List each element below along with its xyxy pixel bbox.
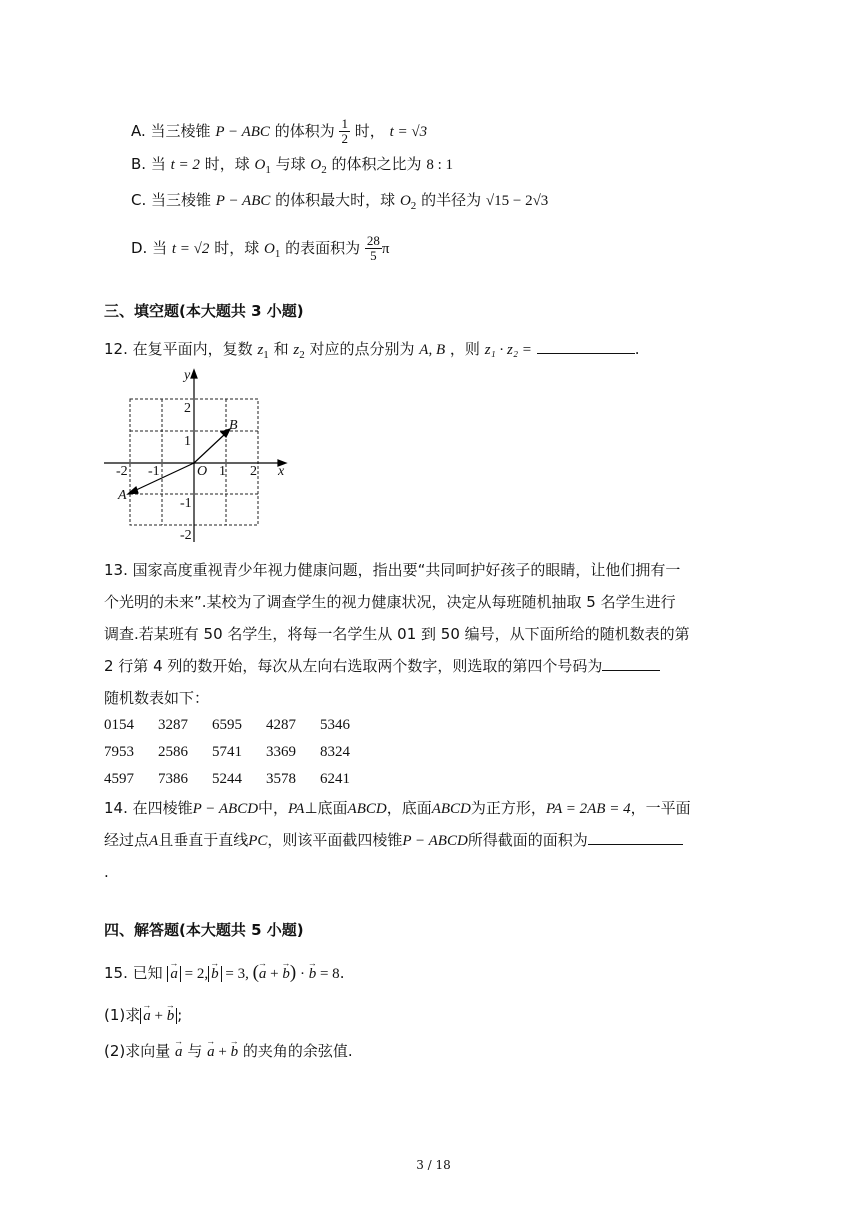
point-a-label: A [118,488,127,503]
q12-z1: $z_1$ [257,342,269,361]
q13-line-2: 个光明的未来”.某校为了调查学生的视力健康状况，决定从每班随机抽取 5 名学生进行 [104,593,676,611]
q13-line-4 [104,656,660,676]
page-number: 3 / 18 [416,1158,451,1172]
option-c-o2: $O_2$ [399,193,417,212]
option-d-o1: $O_1$ [263,241,281,260]
table-cell: 0154 [104,717,134,733]
table-cell: 4597 [104,771,134,787]
option-d-pi: π [381,241,390,257]
y-axis-arrow [191,370,197,378]
table-cell: 2586 [158,744,188,760]
option-b-o2: $O_2$ [310,157,327,176]
question-12: 12. 在复平面内，复数 $z_1$ 和 $z_2$ 对应的点分别为 A, B ，则 z₁ · z₂ = . [104,340,640,361]
x-tick-neg2: -2 [116,464,128,479]
random-number-table [104,712,374,793]
option-c-prefix: C. 当三棱锥 [131,191,212,209]
q14-equation: PA = 2AB = 4 [545,801,631,817]
option-a-fraction: $\frac{1}{2}$ [341,116,348,146]
x-tick-2: 2 [250,464,257,479]
q12-and: 和 [273,340,289,358]
table-cell: 5244 [212,771,242,787]
origin-label: O [197,464,208,479]
q12-z2: $z_2$ [293,342,305,361]
option-a-result: t = √3 [389,124,428,140]
option-c-suffix: 的半径为 [421,191,482,209]
option-a-mid: 的体积为 [274,122,335,140]
table-cell: 3287 [158,717,188,733]
option-b-o1: $O_1$ [254,157,271,176]
table-row [104,712,374,739]
section-3-heading: 三、填空题(本大题共 3 小题) [104,302,304,320]
q12-expr: z₁ · z₂ = [484,342,532,358]
option-b-prefix: B. 当 [131,155,166,173]
q14-pyramid: P − ABCD [192,801,259,817]
q15-statement: 15. 已知 → a = 2,→ b = 3, (→ a + → b) · → b = 8. [104,963,344,984]
q12-text3: ，则 [449,340,480,358]
q12-text1: 在复平面内，复数 [132,340,253,358]
option-b-mid2: 与球 [275,155,306,173]
option-d-cond: t = √2 [171,241,210,257]
q14-end: . [104,863,109,881]
y-tick-2: 2 [184,401,191,416]
option-a-pyramid: P − ABC [215,124,270,140]
table-cell: 6241 [320,771,350,787]
option-a-prefix: A. 当三棱锥 [131,122,211,140]
x-axis-label: x [278,464,285,479]
option-b-ratio: 8 : 1 [426,157,453,173]
q13-answer-blank [602,656,660,671]
option-a-mid2: 时， [354,122,385,140]
q13-line-1: 13. 国家高度重视青少年视力健康问题，指出要“共同呵护好孩子的眼睛，让他们拥有一 [104,561,681,579]
table-row [104,739,374,766]
q12-text2: 对应的点分别为 [309,340,415,358]
q12-number: 12. [104,340,128,358]
q12-answer-blank [537,339,635,354]
complex-plane-figure [100,366,300,546]
option-d-suffix: 的表面积为 [285,239,361,257]
table-cell: 7386 [158,771,188,787]
x-tick-neg1: -1 [148,464,160,479]
q12-points: A, B [419,342,446,358]
q14-line-1: 14. 在四棱锥P − ABCD中，PA⊥底面ABCD，底面ABCD为正方形，PA = 2AB = 4，一平面 [104,799,691,817]
table-cell: 6595 [212,717,242,733]
option-c-radius: √15 − 2√3 [485,193,549,209]
option-b-mid: 时，球 [204,155,250,173]
option-b [131,154,453,180]
table-cell: 8324 [320,744,350,760]
option-b-suffix: 的体积之比为 [331,155,422,173]
y-tick-1: 1 [184,434,191,449]
table-cell: 4287 [266,717,296,733]
option-c-mid: 的体积最大时，球 [275,191,396,209]
y-axis-label: y [184,368,191,383]
q15-part-1: (1)求→ a + → b ; [104,1005,182,1026]
q13-line-5: 随机数表如下： [104,689,210,707]
table-cell: 5346 [320,717,350,733]
option-b-cond: t = 2 [170,157,200,173]
point-b-label: B [229,418,238,433]
option-c [131,190,548,216]
table-row [104,766,374,793]
table-cell: 3578 [266,771,296,787]
option-d-mid: 时，球 [214,239,260,257]
option-c-pyramid: P − ABC [215,193,271,209]
table-cell: 5741 [212,744,242,760]
table-cell: 3369 [266,744,296,760]
option-d [131,234,389,264]
x-tick-1: 1 [219,464,226,479]
q14-line-2: 经过点A且垂直于直线PC，则该平面截四棱锥P − ABCD所得截面的面积为 [104,830,683,851]
table-cell: 7953 [104,744,134,760]
vector-ob [194,434,225,463]
option-d-fraction: $\frac{28}{5}$ [366,233,380,263]
section-4-heading: 四、解答题(本大题共 5 小题) [104,921,304,939]
vector-oa [134,463,194,491]
y-tick-neg1: -1 [180,496,192,511]
option-a [131,117,427,146]
q13-line-4-text: 2 行第 4 列的数开始，每次从左向右选取两个数字，则选取的第四个号码为 [104,657,603,675]
y-tick-neg2: -2 [180,528,192,543]
q14-answer-blank [588,830,683,845]
q13-line-3: 调查.若某班有 50 名学生，将每一名学生从 01 到 50 编号，从下面所给的随机数表的第 [104,625,690,643]
q15-part-2: (2)求向量 → a 与 → a + → b 的夹角的余弦值. [104,1041,353,1062]
option-d-prefix: D. 当 [131,239,168,257]
